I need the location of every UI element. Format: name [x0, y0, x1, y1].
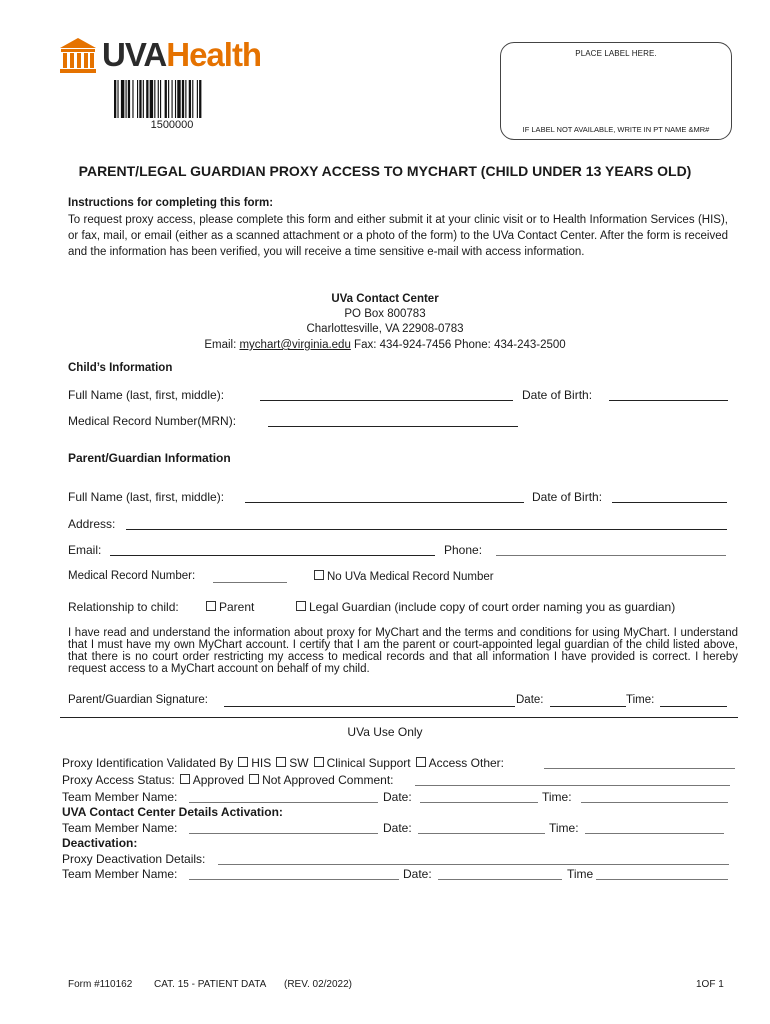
- date-label-3: Date:: [403, 867, 432, 881]
- use-only-divider: [60, 717, 738, 718]
- child-mrn-field[interactable]: [268, 426, 518, 427]
- guardian-phone-field[interactable]: [496, 555, 726, 556]
- guardian-address-field[interactable]: [126, 529, 727, 530]
- guardian-mrn-field[interactable]: [213, 582, 287, 583]
- sw-checkbox[interactable]: [276, 757, 286, 767]
- no-mrn-option: No UVa Medical Record Number: [309, 570, 494, 583]
- contact-center-contacts: Email: mychart@virginia.edu Fax: 434-924-7456 Phone: 434-243-2500: [204, 339, 566, 351]
- time-field-2[interactable]: [585, 833, 724, 834]
- page-title: PARENT/LEGAL GUARDIAN PROXY ACCESS TO MYCHART (CHILD UNDER 13 YEARS OLD): [78, 163, 692, 179]
- clinical-support-checkbox[interactable]: [314, 757, 324, 767]
- time-field-3[interactable]: [596, 879, 728, 880]
- child-full-name-label: Full Name (last, first, middle):: [68, 388, 225, 402]
- deactivation-heading: Deactivation:: [62, 836, 138, 850]
- signature-label: Parent/Guardian Signature:: [68, 694, 209, 706]
- guardian-email-label: Email:: [68, 543, 102, 557]
- barcode-icon: [114, 80, 230, 118]
- contact-center-po-box: PO Box 800783: [344, 308, 426, 320]
- label-box-top-text: PLACE LABEL HERE.: [575, 49, 657, 58]
- contact-center-city: Charlottesville, VA 22908-0783: [306, 323, 464, 335]
- child-mrn-label: Medical Record Number(MRN):: [68, 414, 237, 428]
- signature-field[interactable]: [224, 706, 515, 707]
- footer-revision: (REV. 02/2022): [284, 979, 353, 990]
- approved-checkbox[interactable]: [180, 774, 190, 784]
- uva-health-logo: [58, 36, 261, 74]
- team-member-label-1: Team Member Name:: [62, 790, 178, 804]
- legal-guardian-option: Legal Guardian (include copy of court order naming you as guardian): [291, 600, 675, 614]
- contact-center-name: UVa Contact Center: [331, 293, 439, 305]
- deactivation-details-field[interactable]: [218, 864, 729, 865]
- guardian-full-name-label: Full Name (last, first, middle):: [68, 490, 225, 504]
- team-member-field-3[interactable]: [189, 879, 399, 880]
- footer-form-number: Form #110162: [68, 979, 133, 990]
- child-info-heading: Child’s Information: [68, 362, 173, 374]
- not-approved-checkbox[interactable]: [249, 774, 259, 784]
- guardian-phone-label: Phone:: [444, 543, 483, 557]
- time-label-2: Time:: [549, 821, 579, 835]
- team-member-label-2: Team Member Name:: [62, 821, 178, 835]
- signature-date-field[interactable]: [550, 706, 626, 707]
- instructions-heading: Instructions for completing this form:: [68, 197, 274, 209]
- date-field-1[interactable]: [420, 802, 538, 803]
- team-member-field-1[interactable]: [189, 802, 378, 803]
- team-member-field-2[interactable]: [189, 833, 378, 834]
- child-dob-field[interactable]: [609, 400, 728, 401]
- signature-time-field[interactable]: [660, 706, 727, 707]
- time-label-3: Time: [567, 867, 594, 881]
- time-label-1: Time:: [542, 790, 572, 804]
- no-mrn-checkbox[interactable]: [314, 570, 324, 580]
- guardian-dob-field[interactable]: [612, 502, 727, 503]
- parent-checkbox[interactable]: [206, 601, 216, 611]
- footer-category: CAT. 15 - PATIENT DATA: [154, 979, 267, 990]
- proxy-status-row: Proxy Access Status: Approved Not Approved Comment:: [62, 773, 394, 787]
- attestation-text: I have read and understand the information about proxy for MyChart and the terms and conditions for using MyChart. I understand that I must have my own MyChart account. I certify that I am the parent or court-appointed legal guardian of the child listed above, that there is no court order restricting my access to medical records and that all information I have provided is correct. I hereby request access to a MyChart account on behalf of my child.: [68, 627, 738, 675]
- contact-email-link[interactable]: mychart@virginia.edu: [239, 339, 351, 351]
- parent-option: Parent: [201, 600, 254, 614]
- date-label-2: Date:: [383, 821, 412, 835]
- deactivation-details-label: Proxy Deactivation Details:: [62, 852, 206, 866]
- date-field-3[interactable]: [438, 879, 562, 880]
- child-dob-label: Date of Birth:: [522, 388, 593, 402]
- team-member-label-3: Team Member Name:: [62, 867, 178, 881]
- proxy-id-row: Proxy Identification Validated By HIS SW Clinical Support Access Other:: [62, 756, 505, 770]
- guardian-dob-label: Date of Birth:: [532, 490, 603, 504]
- rotunda-icon: [58, 36, 98, 74]
- guardian-info-heading: Parent/Guardian Information: [68, 451, 231, 465]
- legal-guardian-checkbox[interactable]: [296, 601, 306, 611]
- guardian-email-field[interactable]: [110, 555, 435, 556]
- time-field-1[interactable]: [581, 802, 728, 803]
- comment-field[interactable]: [415, 785, 730, 786]
- guardian-mrn-label: Medical Record Number:: [68, 570, 196, 582]
- instructions-body: To request proxy access, please complete this form and either submit it at your clinic visit or to Health Information Services (HIS), or fax, mail, or email (either as a scanned attachment or a photo of the form) to the UVa Contact Center. After the form is received and the information has been verified, you will receive a time sensitive e-mail with access information.: [68, 214, 728, 258]
- his-checkbox[interactable]: [238, 757, 248, 767]
- footer-page: 1OF 1: [696, 979, 724, 990]
- signature-time-label: Time:: [626, 694, 655, 706]
- date-field-2[interactable]: [418, 833, 545, 834]
- use-only-heading: UVa Use Only: [347, 725, 423, 739]
- other-field[interactable]: [544, 768, 735, 769]
- access-checkbox[interactable]: [416, 757, 426, 767]
- logo-health-text: Health: [166, 36, 262, 73]
- relationship-label: Relationship to child:: [68, 600, 179, 614]
- activation-heading: UVA Contact Center Details Activation:: [62, 805, 283, 819]
- child-full-name-field[interactable]: [260, 400, 513, 401]
- guardian-address-label: Address:: [68, 517, 116, 531]
- date-label-1: Date:: [383, 790, 412, 804]
- logo-uva-text: UVA: [102, 36, 167, 73]
- guardian-full-name-field[interactable]: [245, 502, 524, 503]
- barcode-number: 1500000: [150, 119, 194, 131]
- signature-date-label: Date:: [516, 694, 544, 706]
- label-box-bottom-text: IF LABEL NOT AVAILABLE, WRITE IN PT NAME &MR#: [522, 125, 710, 134]
